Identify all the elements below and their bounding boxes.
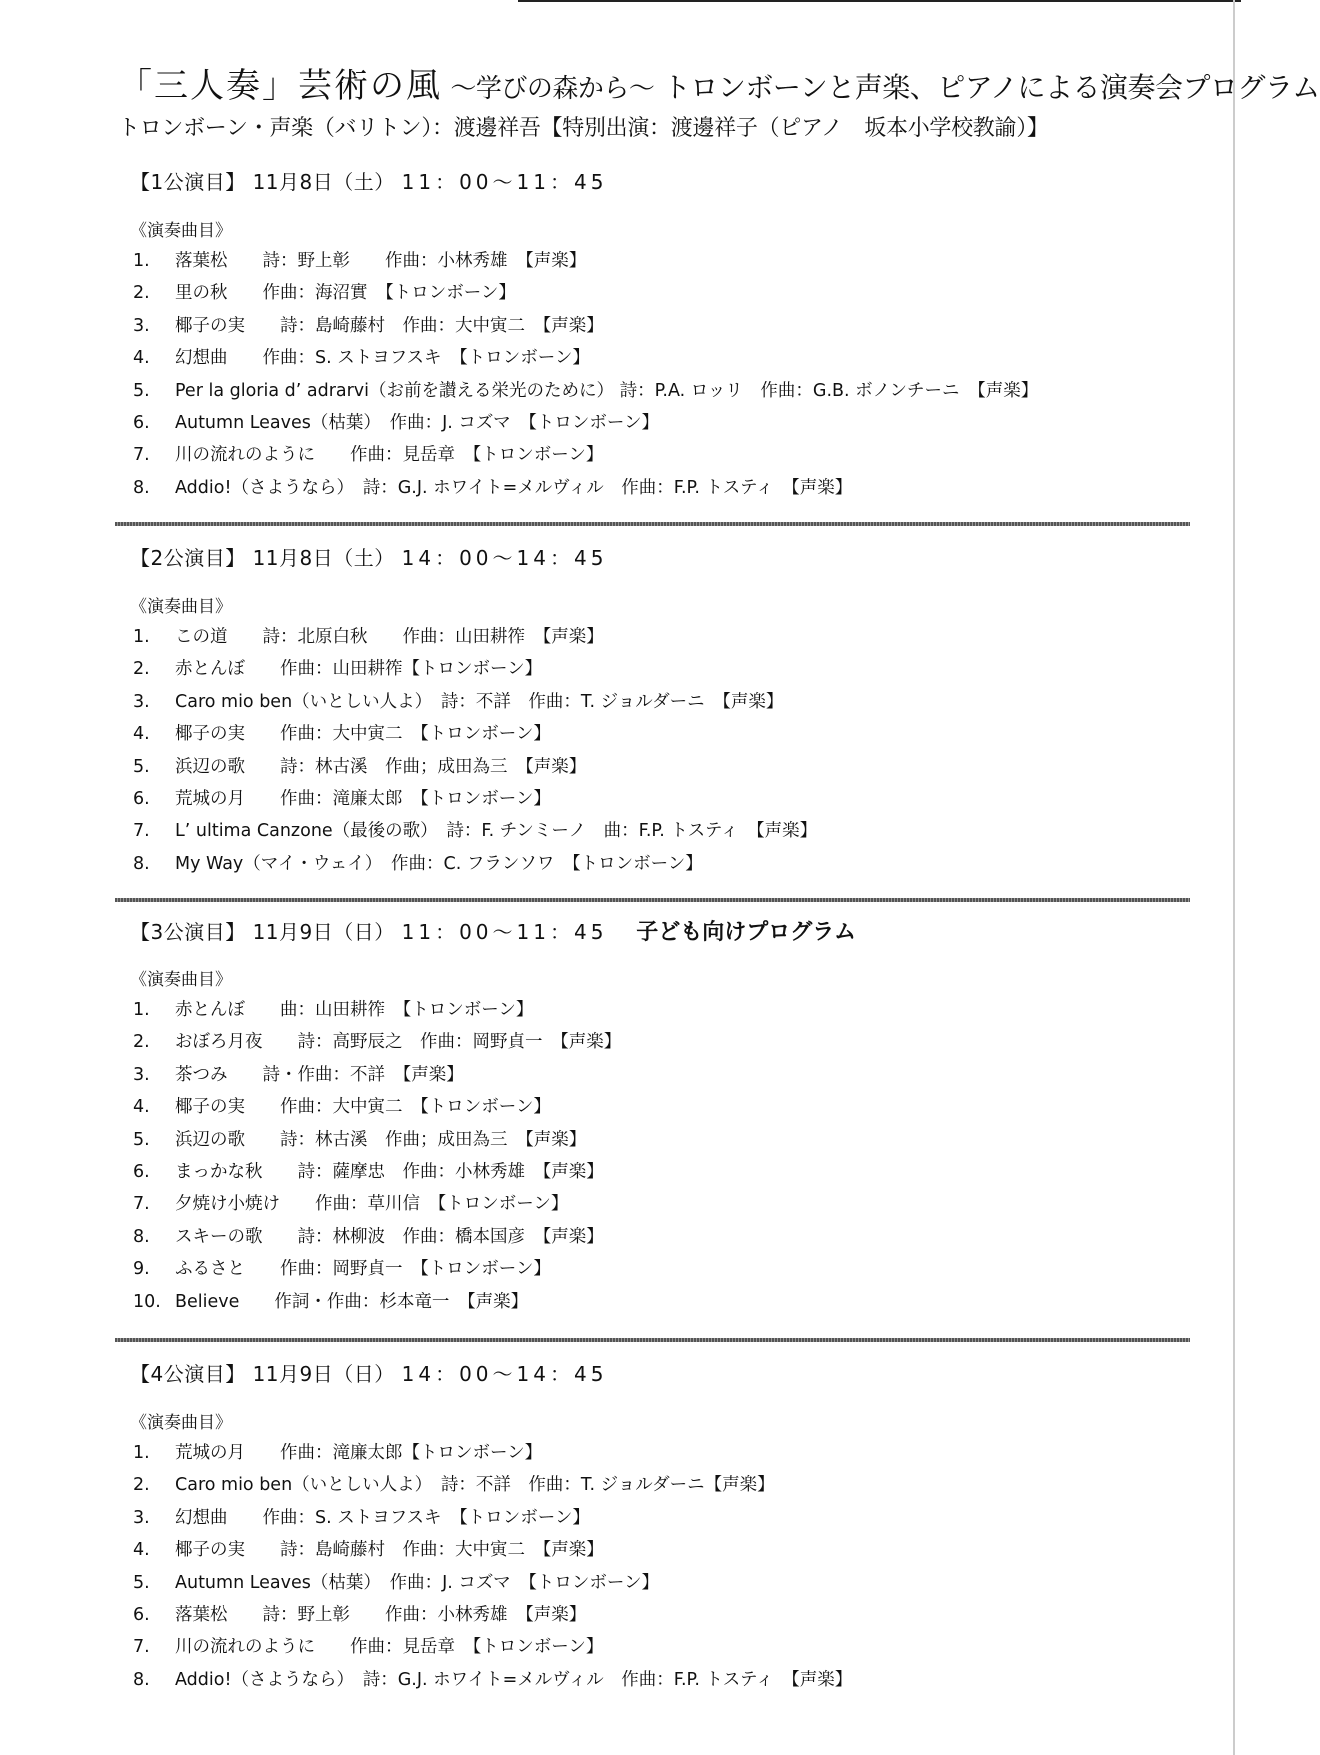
item-number: 6. xyxy=(133,1161,150,1182)
program-item xyxy=(130,407,1190,439)
item-number: 5. xyxy=(133,756,150,777)
item-number: 3. xyxy=(133,691,150,712)
program-item xyxy=(130,1188,1190,1220)
item-number: 4. xyxy=(133,1540,150,1561)
section-divider xyxy=(115,898,1190,902)
item-text: 椰子の実 詩：島崎藤村 作曲：大中寅二 【声楽】 xyxy=(175,1540,604,1561)
item-text: Addio!（さようなら） 詩：G.J. ホワイト=メルヴィル 作曲：F.P. トスティ 【声楽】 xyxy=(175,1669,853,1690)
program-item xyxy=(130,653,1190,685)
item-number: 7. xyxy=(133,1637,150,1658)
section-divider xyxy=(115,1338,1190,1342)
section-time: 14：00〜14：45 xyxy=(401,1362,608,1386)
item-number: 6. xyxy=(133,412,150,433)
item-text: この道 詩：北原白秋 作曲：山田耕筰 【声楽】 xyxy=(175,627,604,647)
item-number: 8. xyxy=(133,477,150,498)
item-text: 川の流れのように 作曲：見岳章 【トロンボーン】 xyxy=(175,1637,604,1658)
item-number: 5. xyxy=(133,1572,150,1593)
performers-line: トロンボーン・声楽（バリトン）：渡邊祥吾【特別出演：渡邊祥子（ピアノ 坂本小学校教諭）】 xyxy=(118,116,1049,141)
item-number: 9. xyxy=(133,1259,150,1280)
program-item xyxy=(130,1156,1190,1188)
program-item xyxy=(130,375,1190,407)
program-item xyxy=(130,815,1190,847)
title-main: 「三人奏」芸術の風 xyxy=(118,66,442,106)
section-date: 【2公演目】 11月8日（土） xyxy=(130,546,395,570)
item-number: 1. xyxy=(133,251,150,271)
section-time: 11：00〜11：45 xyxy=(401,170,608,194)
item-text: Autumn Leaves（枯葉） 作曲：J. コズマ 【トロンボーン】 xyxy=(175,1572,659,1593)
item-number: 3. xyxy=(133,315,150,336)
section-time: 11：00〜11：45 xyxy=(401,920,608,944)
program-item xyxy=(130,783,1190,815)
program-item xyxy=(130,718,1190,750)
item-number: 4. xyxy=(133,1097,150,1118)
item-text: ふるさと 作曲：岡野貞一 【トロンボーン】 xyxy=(175,1259,551,1280)
item-number: 1. xyxy=(133,1000,150,1020)
item-text: 赤とんぼ 作曲：山田耕筰【トロンボーン】 xyxy=(175,659,543,680)
item-text: おぼろ月夜 詩：高野辰之 作曲：岡野貞一 【声楽】 xyxy=(175,1032,622,1053)
section-date: 【1公演目】 11月8日（土） xyxy=(130,170,395,194)
section-heading xyxy=(130,1358,1190,1384)
item-number: 4. xyxy=(133,724,150,745)
scan-top-edge xyxy=(518,0,1241,2)
item-text: 夕焼け小焼け 作曲：草川信 【トロンボーン】 xyxy=(175,1194,569,1215)
item-number: 7. xyxy=(133,445,150,466)
program-label: 《演奏曲目》 xyxy=(130,970,232,990)
program-item xyxy=(130,751,1190,783)
section-divider xyxy=(115,522,1190,526)
item-number: 8. xyxy=(133,1226,150,1247)
program-item xyxy=(130,1502,1190,1534)
item-number: 4. xyxy=(133,348,150,369)
item-text: 浜辺の歌 詩：林古溪 作曲；成田為三 【声楽】 xyxy=(175,1129,587,1150)
program-item xyxy=(130,472,1190,504)
item-number: 2. xyxy=(133,659,150,680)
item-text: Per la gloria d’ adrarvi（お前を讃える栄光のために） 詩：P.A. ロッリ 作曲：G.B. ボノンチーニ 【声楽】 xyxy=(175,380,1039,401)
program-label: 《演奏曲目》 xyxy=(130,597,232,617)
title-rest: トロンボーンと声楽、ピアノによる演奏会プログラム xyxy=(662,71,1320,104)
program-item xyxy=(130,1534,1190,1566)
program-item xyxy=(130,342,1190,374)
program-item xyxy=(130,1253,1190,1285)
program-item xyxy=(130,439,1190,471)
item-text: Caro mio ben（いとしい人よ） 詩：不詳 作曲：T. ジョルダーニ【声楽】 xyxy=(175,1475,775,1496)
program-item xyxy=(130,1631,1190,1663)
item-text: L’ ultima Canzone（最後の歌） 詩：F. チンミーノ 曲：F.P. トスティ 【声楽】 xyxy=(175,821,818,842)
page-title xyxy=(118,58,1320,107)
item-number: 6. xyxy=(133,1604,150,1625)
item-number: 1. xyxy=(133,1443,150,1463)
program-item xyxy=(130,1221,1190,1253)
item-text: Autumn Leaves（枯葉） 作曲：J. コズマ 【トロンボーン】 xyxy=(175,412,659,433)
section-date: 【4公演目】 11月9日（日） xyxy=(130,1362,395,1386)
item-number: 3. xyxy=(133,1064,150,1085)
program-item xyxy=(130,1599,1190,1631)
program-item xyxy=(130,277,1190,309)
item-text: 幻想曲 作曲：S. ストヨフスキ 【トロンボーン】 xyxy=(175,1507,590,1528)
section-1 xyxy=(130,166,1190,504)
section-heading xyxy=(130,166,1190,192)
section-time: 14：00〜14：45 xyxy=(401,546,608,570)
item-number: 10. xyxy=(133,1291,161,1312)
program-item xyxy=(130,1059,1190,1091)
item-number: 6. xyxy=(133,788,150,809)
item-number: 7. xyxy=(133,1194,150,1215)
item-text: 荒城の月 作曲：滝廉太郎 【トロンボーン】 xyxy=(175,788,551,809)
program-item xyxy=(130,848,1190,880)
item-text: 赤とんぼ 曲：山田耕筰 【トロンボーン】 xyxy=(175,1000,534,1020)
section-date: 【3公演目】 11月9日（日） xyxy=(130,920,395,944)
section-heading xyxy=(130,542,1190,568)
program-item xyxy=(130,245,1190,277)
item-number: 2. xyxy=(133,1475,150,1496)
program-item xyxy=(130,994,1190,1026)
item-text: 落葉松 詩：野上彰 作曲：小林秀雄 【声楽】 xyxy=(175,251,587,271)
section-heading xyxy=(130,915,1190,945)
item-number: 8. xyxy=(133,1669,150,1690)
program-item xyxy=(130,310,1190,342)
program-item xyxy=(130,1437,1190,1469)
program-item xyxy=(130,686,1190,718)
item-text: Addio!（さようなら） 詩：G.J. ホワイト=メルヴィル 作曲：F.P. トスティ 【声楽】 xyxy=(175,477,853,498)
item-text: まっかな秋 詩：薩摩忠 作曲：小林秀雄 【声楽】 xyxy=(175,1161,604,1182)
item-text: 椰子の実 詩：島崎藤村 作曲：大中寅二 【声楽】 xyxy=(175,315,604,336)
program-item xyxy=(130,1469,1190,1501)
program-label: 《演奏曲目》 xyxy=(130,221,232,241)
item-text: 椰子の実 作曲：大中寅二 【トロンボーン】 xyxy=(175,1097,551,1118)
item-number: 2. xyxy=(133,1032,150,1053)
item-text: スキーの歌 詩：林柳波 作曲：橋本国彦 【声楽】 xyxy=(175,1226,604,1247)
program-item xyxy=(130,1026,1190,1058)
section-4 xyxy=(130,1358,1190,1696)
item-number: 2. xyxy=(133,283,150,304)
item-text: 椰子の実 作曲：大中寅二 【トロンボーン】 xyxy=(175,724,551,745)
item-text: Believe 作詞・作曲：杉本竜一 【声楽】 xyxy=(175,1291,529,1312)
item-text: My Way（マイ・ウェイ） 作曲：C. フランソワ 【トロンボーン】 xyxy=(175,853,703,874)
section-2 xyxy=(130,542,1190,880)
program-item xyxy=(130,1091,1190,1123)
program-item xyxy=(130,621,1190,653)
item-text: 幻想曲 作曲：S. ストヨフスキ 【トロンボーン】 xyxy=(175,348,590,369)
program-label: 《演奏曲目》 xyxy=(130,1413,232,1433)
program-item xyxy=(130,1664,1190,1696)
scan-right-edge xyxy=(1233,0,1235,1755)
item-text: 落葉松 詩：野上彰 作曲：小林秀雄 【声楽】 xyxy=(175,1604,587,1625)
item-text: 浜辺の歌 詩：林古溪 作曲；成田為三 【声楽】 xyxy=(175,756,587,777)
item-text: Caro mio ben（いとしい人よ） 詩：不詳 作曲：T. ジョルダーニ 【声楽】 xyxy=(175,691,784,712)
item-number: 3. xyxy=(133,1507,150,1528)
item-text: 茶つみ 詩・作曲：不詳 【声楽】 xyxy=(175,1064,464,1085)
program-item xyxy=(130,1124,1190,1156)
item-number: 7. xyxy=(133,821,150,842)
item-number: 1. xyxy=(133,627,150,647)
section-3 xyxy=(130,915,1190,1318)
item-text: 里の秋 作曲：海沼實 【トロンボーン】 xyxy=(175,283,516,304)
item-text: 川の流れのように 作曲：見岳章 【トロンボーン】 xyxy=(175,445,604,466)
program-item xyxy=(130,1286,1190,1318)
item-number: 5. xyxy=(133,1129,150,1150)
item-text: 荒城の月 作曲：滝廉太郎【トロンボーン】 xyxy=(175,1443,543,1463)
item-number: 8. xyxy=(133,853,150,874)
item-number: 5. xyxy=(133,380,150,401)
title-sub: 〜学びの森から〜 xyxy=(450,74,655,104)
kids-program-note: 子ども向けプログラム xyxy=(636,920,857,945)
program-item xyxy=(130,1567,1190,1599)
